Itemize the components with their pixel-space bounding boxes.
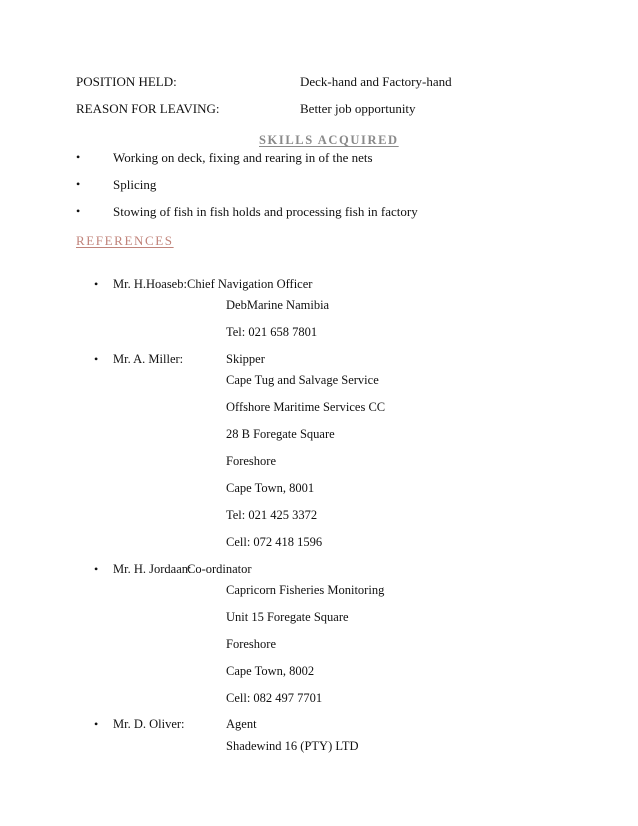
reference-line: Foreshore [226,454,276,468]
reference-title: Skipper [226,352,265,366]
reference-name: Mr. H. Jordaan: [113,562,192,576]
reference-line: Unit 15 Foregate Square [226,610,349,624]
skill-bullet: • [76,204,81,218]
reference-line: Cape Town, 8002 [226,664,315,678]
reason-value: Better job opportunity [300,101,416,116]
reference-title: Co-ordinator [187,562,252,576]
reference-line: Offshore Maritime Services CC [226,400,386,414]
skill-item: Working on deck, fixing and rearing in of the nets [113,150,373,165]
reference-line: Cape Tug and Salvage Service [226,373,379,387]
reference-line: Capricorn Fisheries Monitoring [226,583,385,597]
reference-line: Foreshore [226,637,276,651]
reference-name: Mr. H.Hoaseb: [113,277,187,291]
reference-line: Cell: 072 418 1596 [226,535,323,549]
skill-item: Splicing [113,177,157,192]
reference-line: Tel: 021 425 3372 [226,508,318,522]
reference-line: 28 B Foregate Square [226,427,335,441]
reference-line: Shadewind 16 (PTY) LTD [226,739,359,753]
skill-bullet: • [76,177,81,191]
references-heading: REFERENCES [76,233,174,248]
position-label: POSITION HELD: [76,74,177,89]
reference-bullet: • [94,562,99,576]
skill-item: Stowing of fish in fish holds and processing fish in factory [113,204,418,219]
reference-line: Cell: 082 497 7701 [226,691,323,705]
reason-label: REASON FOR LEAVING: [76,101,220,116]
reference-name: Mr. D. Oliver: [113,717,185,731]
reference-bullet: • [94,352,99,366]
reference-line: DebMarine Namibia [226,298,330,312]
reference-name: Mr. A. Miller: [113,352,184,366]
reference-title: Agent [226,717,257,731]
skills-heading: SKILLS ACQUIRED [259,133,399,147]
skill-bullet: • [76,150,81,164]
reference-title: Chief Navigation Officer [187,277,313,291]
reference-bullet: • [94,277,99,291]
position-value: Deck-hand and Factory-hand [300,74,452,89]
reference-bullet: • [94,717,99,731]
reference-line: Tel: 021 658 7801 [226,325,318,339]
reference-line: Cape Town, 8001 [226,481,315,495]
